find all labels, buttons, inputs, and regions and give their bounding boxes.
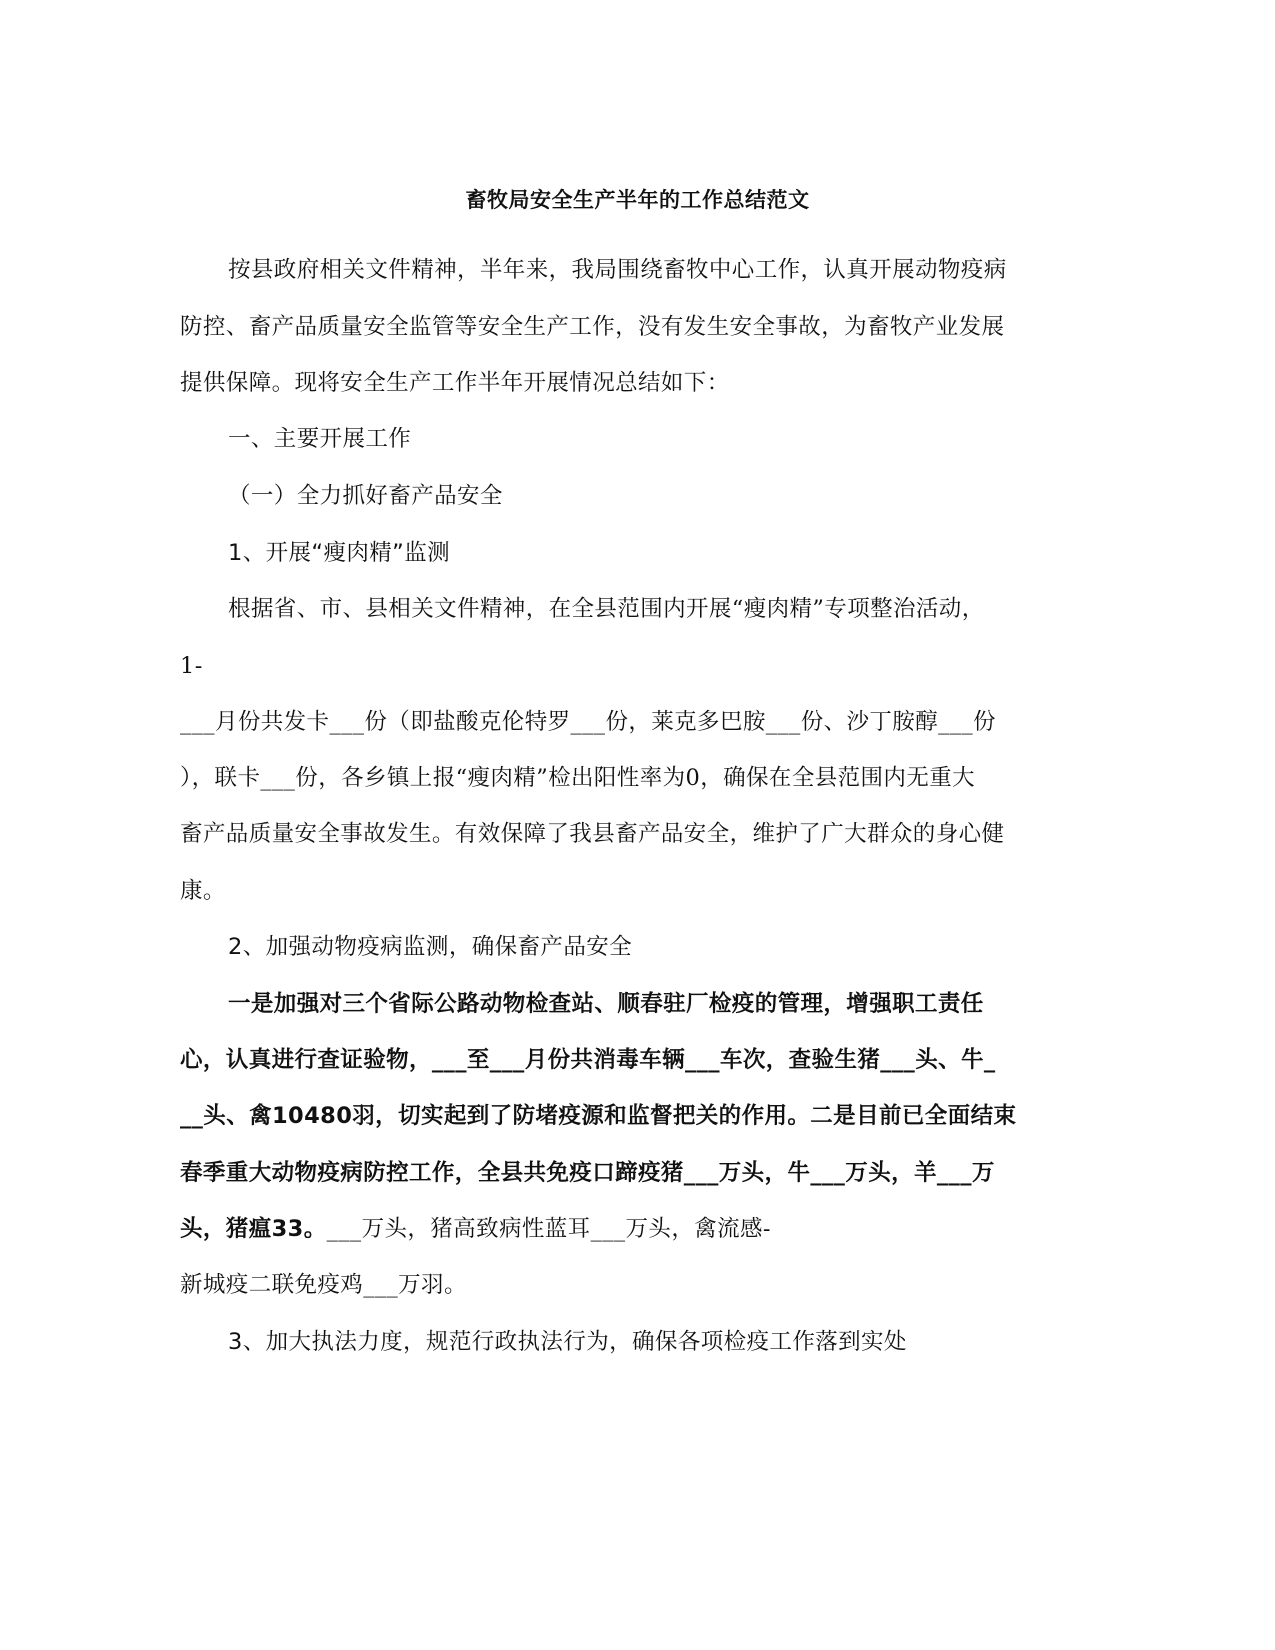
subheading-law-enforcement: 3、加大执法力度，规范行政执法行为，确保各项检疫工作落到实处 [228,1329,907,1355]
document-title: 畜牧局安全生产半年的工作总结范文 [465,188,810,212]
paragraph-monitoring-line-4: ），联卡___份，各乡镇上报“瘦肉精”检出阳性率为0，确保在全县范围内无重大 [180,765,976,791]
paragraph-intro-line-3: 提供保障。现将安全生产工作半年开展情况总结如下： [180,370,730,396]
paragraph-monitoring-line-5: 畜产品质量安全事故发生。有效保障了我县畜产品安全，维护了广大群众的身心健 [180,821,1005,847]
subheading-clenbuterol-monitoring: 1、开展“瘦肉精”监测 [228,540,451,566]
paragraph-intro-line-2: 防控、畜产品质量安全监管等安全生产工作，没有发生安全事故，为畜牧产业发展 [180,314,1005,340]
paragraph-intro-line-1: 按县政府相关文件精神，半年来，我局围绕畜牧中心工作，认真开展动物疫病 [228,257,1007,283]
subheading-product-safety: （一）全力抓好畜产品安全 [228,483,503,509]
paragraph-monitoring-line-6: 康。 [180,878,226,904]
paragraph-disease-line-5-normal: ___万头，猪高致病性蓝耳___万头，禽流感- [326,1216,771,1242]
paragraph-disease-line-2: 心，认真进行查证验物，___至___月份共消毒车辆___车次，查验生猪___头、牛_ [180,1047,996,1073]
paragraph-disease-line-1: 一是加强对三个省际公路动物检查站、顺春驻厂检疫的管理，增强职工责任 [228,991,984,1017]
paragraph-monitoring-line-1: 根据省、市、县相关文件精神，在全县范围内开展“瘦肉精”专项整治活动， [228,596,985,622]
paragraph-disease-line-4: 春季重大动物疫病防控工作，全县共免疫口蹄疫猪___万头，牛___万头，羊___万 [180,1160,995,1186]
heading-main-work: 一、主要开展工作 [228,426,412,452]
paragraph-disease-line-6: 新城疫二联免疫鸡___万羽。 [180,1272,467,1298]
paragraph-disease-line-5 [180,1214,771,1244]
paragraph-monitoring-line-2: 1- [180,653,203,679]
paragraph-disease-line-5-bold: 头，猪瘟33。 [180,1216,327,1242]
paragraph-disease-line-3: __头、禽10480羽，切实起到了防堵疫源和监督把关的作用。二是目前已全面结束 [180,1103,1017,1129]
paragraph-monitoring-line-3: ___月份共发卡___份（即盐酸克伦特罗___份，莱克多巴胺___份、沙丁胺醇___份 [180,709,996,735]
subheading-disease-monitoring: 2、加强动物疫病监测，确保畜产品安全 [228,934,633,960]
